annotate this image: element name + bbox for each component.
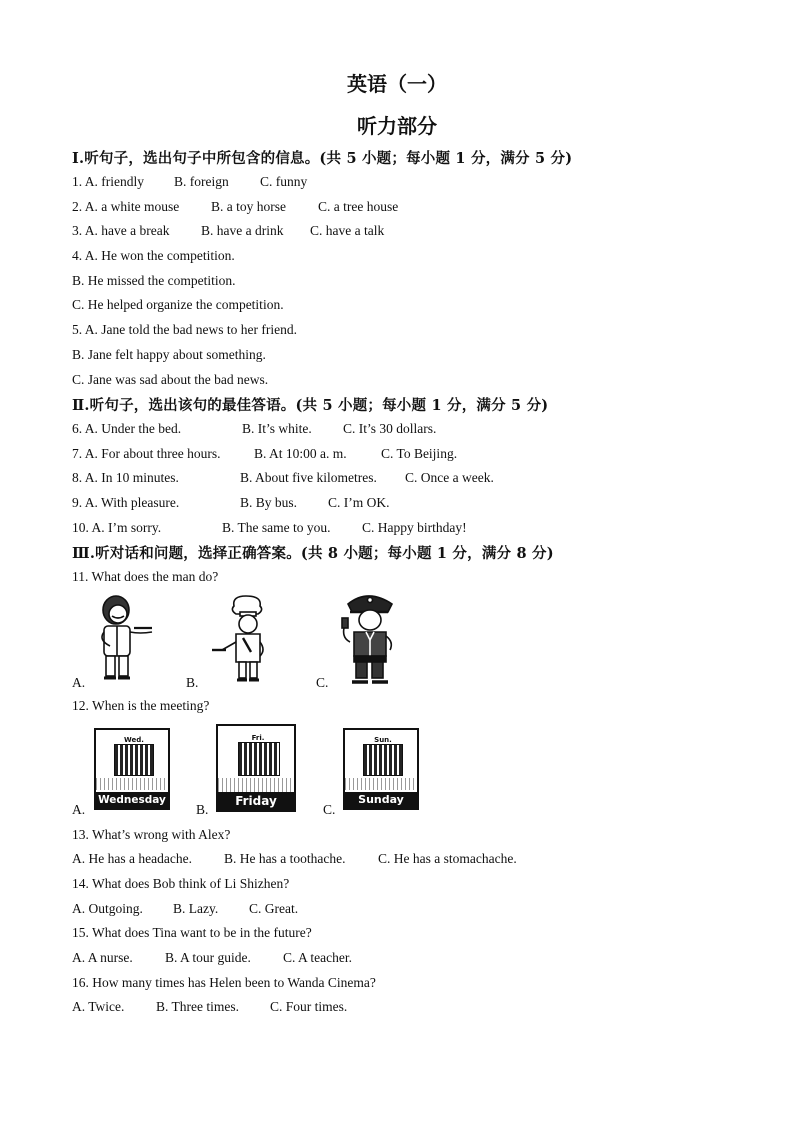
q8-option-b: B. About five kilometres. xyxy=(240,470,377,485)
q12-label-b: B. xyxy=(196,802,209,817)
q14-option-c: C. Great. xyxy=(249,901,299,916)
q1-option-b: B. foreign xyxy=(174,174,229,189)
q15-option-a: A. A nurse. xyxy=(72,950,133,965)
q13-option-c: C. He has a stomachache. xyxy=(378,851,517,866)
calendar-day-abbr: Sun. xyxy=(374,736,392,744)
calendar-card-friday xyxy=(216,724,296,812)
police-officer-illustration xyxy=(336,588,402,686)
calendar-day-label: Friday xyxy=(218,792,294,810)
q15-question: 15. What does Tina want to be in the future? xyxy=(72,925,312,940)
calendar-day-label: Wednesday xyxy=(96,792,168,808)
q6-option-b: B. It’s white. xyxy=(242,421,312,436)
q1-option-c: C. funny xyxy=(260,174,308,189)
grass-decoration xyxy=(218,778,294,792)
q6-option-a: 6. A. Under the bed. xyxy=(72,421,182,436)
q3-option-c: C. have a talk xyxy=(310,223,385,238)
q2-option-b: B. a toy horse xyxy=(211,199,286,214)
calendar-day-abbr: Fri. xyxy=(251,734,265,742)
q4-option-b: B. He missed the competition. xyxy=(72,273,236,288)
q8-option-c: C. Once a week. xyxy=(405,470,494,485)
q4-option-c: C. He helped organize the competition. xyxy=(72,297,284,312)
q16-option-a: A. Twice. xyxy=(72,999,125,1014)
q14-question: 14. What does Bob think of Li Shizhen? xyxy=(72,876,290,891)
waiter-illustration xyxy=(92,592,158,684)
q9-option-b: B. By bus. xyxy=(240,495,298,510)
q16-question: 16. How many times has Helen been to Wanda Cinema? xyxy=(72,975,376,990)
q6-option-c: C. It’s 30 dollars. xyxy=(343,421,437,436)
q13-question: 13. What’s wrong with Alex? xyxy=(72,827,231,842)
grass-decoration xyxy=(345,778,417,790)
page-title: 英语（一） xyxy=(347,74,447,96)
q10-option-c: C. Happy birthday! xyxy=(362,520,467,535)
calendar-pattern xyxy=(238,742,280,776)
calendar-day-label: Sunday xyxy=(345,792,417,808)
q13-option-b: B. He has a toothache. xyxy=(224,851,346,866)
calendar-pattern xyxy=(363,744,403,776)
q11-label-b: B. xyxy=(186,675,199,690)
q3-option-b: B. have a drink xyxy=(201,223,284,238)
q8-option-a: 8. A. In 10 minutes. xyxy=(72,470,179,485)
q13-option-a: A. He has a headache. xyxy=(72,851,192,866)
section-title: 听力部分 xyxy=(357,116,437,138)
q5-option-c: C. Jane was sad about the bad news. xyxy=(72,372,269,387)
q16-option-b: B. Three times. xyxy=(156,999,239,1014)
q12-label-c: C. xyxy=(323,802,336,817)
q11-label-a: A. xyxy=(72,675,86,690)
grass-decoration xyxy=(96,778,168,790)
q10-option-a: 10. A. I’m sorry. xyxy=(72,520,162,535)
calendar-day-abbr: Wed. xyxy=(124,736,144,744)
q5-option-a: 5. A. Jane told the bad news to her friend. xyxy=(72,322,297,337)
q11-question: 11. What does the man do? xyxy=(72,569,219,584)
chef-illustration xyxy=(210,594,282,684)
q14-option-a: A. Outgoing. xyxy=(72,901,143,916)
q7-option-b: B. At 10:00 a. m. xyxy=(254,446,347,461)
q15-option-b: B. A tour guide. xyxy=(165,950,251,965)
section-3-heading: Ⅲ.听对话和问题，选择正确答案。(共 8 小题；每小题 1 分，满分 8 分) xyxy=(72,545,554,562)
q12-label-a: A. xyxy=(72,802,86,817)
q1-option-a: 1. A. friendly xyxy=(72,174,144,189)
q5-option-b: B. Jane felt happy about something. xyxy=(72,347,266,362)
section-1-heading: Ⅰ.听句子，选出句子中所包含的信息。(共 5 小题；每小题 1 分，满分 5 分) xyxy=(72,150,573,167)
q10-option-b: B. The same to you. xyxy=(222,520,331,535)
q11-label-c: C. xyxy=(316,675,329,690)
q9-option-c: C. I’m OK. xyxy=(328,495,390,510)
q4-option-a: 4. A. He won the competition. xyxy=(72,248,235,263)
q16-option-c: C. Four times. xyxy=(270,999,348,1014)
q12-question: 12. When is the meeting? xyxy=(72,698,210,713)
q2-option-c: C. a tree house xyxy=(318,199,399,214)
calendar-card-wednesday xyxy=(94,728,170,810)
section-2-heading: Ⅱ.听句子，选出该句的最佳答语。(共 5 小题；每小题 1 分，满分 5 分) xyxy=(72,397,549,414)
q14-option-b: B. Lazy. xyxy=(173,901,219,916)
q7-option-a: 7. A. For about three hours. xyxy=(72,446,221,461)
calendar-card-sunday xyxy=(343,728,419,810)
q2-option-a: 2. A. a white mouse xyxy=(72,199,180,214)
calendar-pattern xyxy=(114,744,154,776)
q3-option-a: 3. A. have a break xyxy=(72,223,170,238)
q15-option-c: C. A teacher. xyxy=(283,950,352,965)
q9-option-a: 9. A. With pleasure. xyxy=(72,495,180,510)
q7-option-c: C. To Beijing. xyxy=(381,446,458,461)
